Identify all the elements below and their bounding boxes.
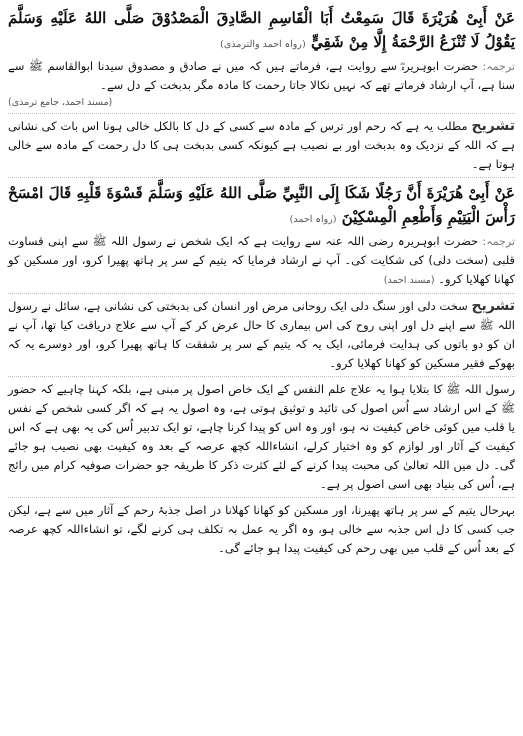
hadith-1	[8, 6, 515, 178]
divider	[8, 293, 515, 294]
hadith-2-reference: (رواہ احمد)	[289, 214, 337, 225]
hadith-1-translation-text: حضرت ابوہریرہؓ سے روایت ہے، فرماتے ہیں کہ میں نے صادق و مصدوق سیدنا ابوالقاسم ﷺ سے سنا ہے، آپ ارشاد فرماتے تھے کہ نہیں نکالا جاتا رحمت کا مادہ مگر بدبخت کے دل سے۔	[8, 59, 515, 92]
explanation-paragraph: رسول اللہ ﷺ کا بتلایا ہوا یہ علاج علم النفس کے ایک خاص اصول پر مبنی ہے، بلکہ کہنا چاہیے کہ حضور ﷺ کے اس ارشاد سے اُس اصول کی تائید و توثیق ہوتی ہے، وہ اصول یہ ہے کہ اگر کسی شخص کے نفس یا قلب میں کوئی خاص کیفیت نہ ہو، اور وہ اس کو پیدا کرنا چاہے، تو ایک تدبیر اُس کی یہ بھی ہے کہ اس کیفیت کے آثار اور لوازم کو وہ اختیار کرلے، انشاءاللہ کچھ عرصہ کے بعد وہ کیفیت بھی نصیب ہو جائے گی۔ دل میں اللہ تعالیٰ کی محبت پیدا کرنے کے لئے کثرت ذکر کا طریقہ جو حضرات صوفیہ کرام میں رائج ہے، اُس کی بنیاد بھی اسی اصول پر ہے۔	[8, 382, 515, 491]
translation-label: ترجمہ:	[482, 235, 515, 248]
hadith-1-reference: (رواہ احمد والترمذی)	[220, 39, 306, 50]
hadith-2-translation	[8, 232, 515, 290]
hadith-1-translation-reference: (مسند احمد، جامع ترمذی)	[8, 97, 113, 108]
sharh-heading: تشریح	[471, 298, 515, 314]
hadith-2-translation-text: حضرت ابوہریرہ رضی اللہ عنہ سے روایت ہے کہ ایک شخص نے رسول اللہ ﷺ سے اپنی قساوت قلبی (سخت دلی) کی شکایت کی۔ آپ نے ارشاد فرمایا کہ یتیم کے سر پر ہاتھ پھیرا کرو، اور مسکین کو کھانا کھلایا کرو۔	[8, 234, 515, 286]
hadith-1-arabic-text	[8, 6, 515, 57]
divider	[8, 113, 515, 114]
sharh-heading: تشریح	[471, 118, 515, 134]
hadith-1-sharh-text: مطلب یہ ہے کہ رحم اور ترس کے مادہ سے کسی کے دل کا بالکل خالی ہونا اس بات کی نشانی ہے کہ اللہ کے نزدیک وہ بدبخت اور بے نصیب ہے کیونکہ کسی بدبخت ہی کا دل رحمت کے مادہ سے خالی ہوتا ہے۔	[8, 119, 515, 171]
conclusion-paragraph: بہرحال یتیم کے سر پر ہاتھ پھیرنا، اور مسکین کو کھانا کھلانا در اصل جذبۂ رحم کے آثار میں سے ہے، لیکن جب کسی کا دل اس جذبہ سے خالی ہو، وہ اگر یہ عمل بہ تکلف ہی کرنے لگے، تو انشاءاللہ کچھ عرصہ کے بعد اُس کے قلب میں بھی رحم کی کیفیت پیدا ہو جائے گی۔	[8, 503, 515, 555]
hadith-2-translation-reference: (مسند احمد)	[383, 275, 435, 286]
translation-label: ترجمہ:	[482, 60, 515, 73]
hadith-1-sharh	[8, 117, 515, 174]
hadith-2-arabic: عَنْ أَبِىْ هُرَيْرَةَ أَنَّ رَجُلًا شَكَا إِلَى النَّبِيِّ صَلَّى اللهُ عَلَيْهِ وَسَلَّمَ قَسْوَةَ قَلْبِهِ قَالَ امْسَحْ رَأْسَ الْيَتِيْمِ وَأَطْعِمِ الْمِسْكِيْنَ	[8, 184, 515, 226]
divider	[8, 497, 515, 498]
hadith-2	[8, 181, 515, 377]
hadith-2-sharh	[8, 297, 515, 373]
divider	[8, 177, 515, 178]
hadith-2-arabic-text	[8, 181, 515, 232]
hadith-1-translation	[8, 57, 515, 95]
hadith-2-sharh-text: سخت دلی اور سنگ دلی ایک روحانی مرض اور انسان کی بدبختی کی نشانی ہے، سائل نے رسول اللہ ﷺ سے اپنے دل اور اپنی روح کی اس بیماری کا حال عرض کر کے آپ سے علاج دریافت کیا تھا، آپ نے ان کو دو باتوں کی ہدایت فرمائی، ایک یہ کہ یتیم کے سر پر شفقت کا ہاتھ پھیرا کرو، اور دوسرے یہ کہ بھوکے فقیر مسکین کو کھانا کھلایا کرو۔	[8, 299, 515, 370]
hadith-1-arabic: عَنْ أَبِىْ هُرَيْرَةَ قَالَ سَمِعْتُ أَبَا الْقَاسِمِ الصَّادِقَ الْمَصْدُوْقَ صَلَّى اللهُ عَلَيْهِ وَسَلَّمَ يَقُوْلُ لَا تُنْزَعُ الرَّحْمَةُ إِلَّا مِنْ شَقِيٍّ	[8, 9, 515, 51]
divider	[8, 376, 515, 377]
